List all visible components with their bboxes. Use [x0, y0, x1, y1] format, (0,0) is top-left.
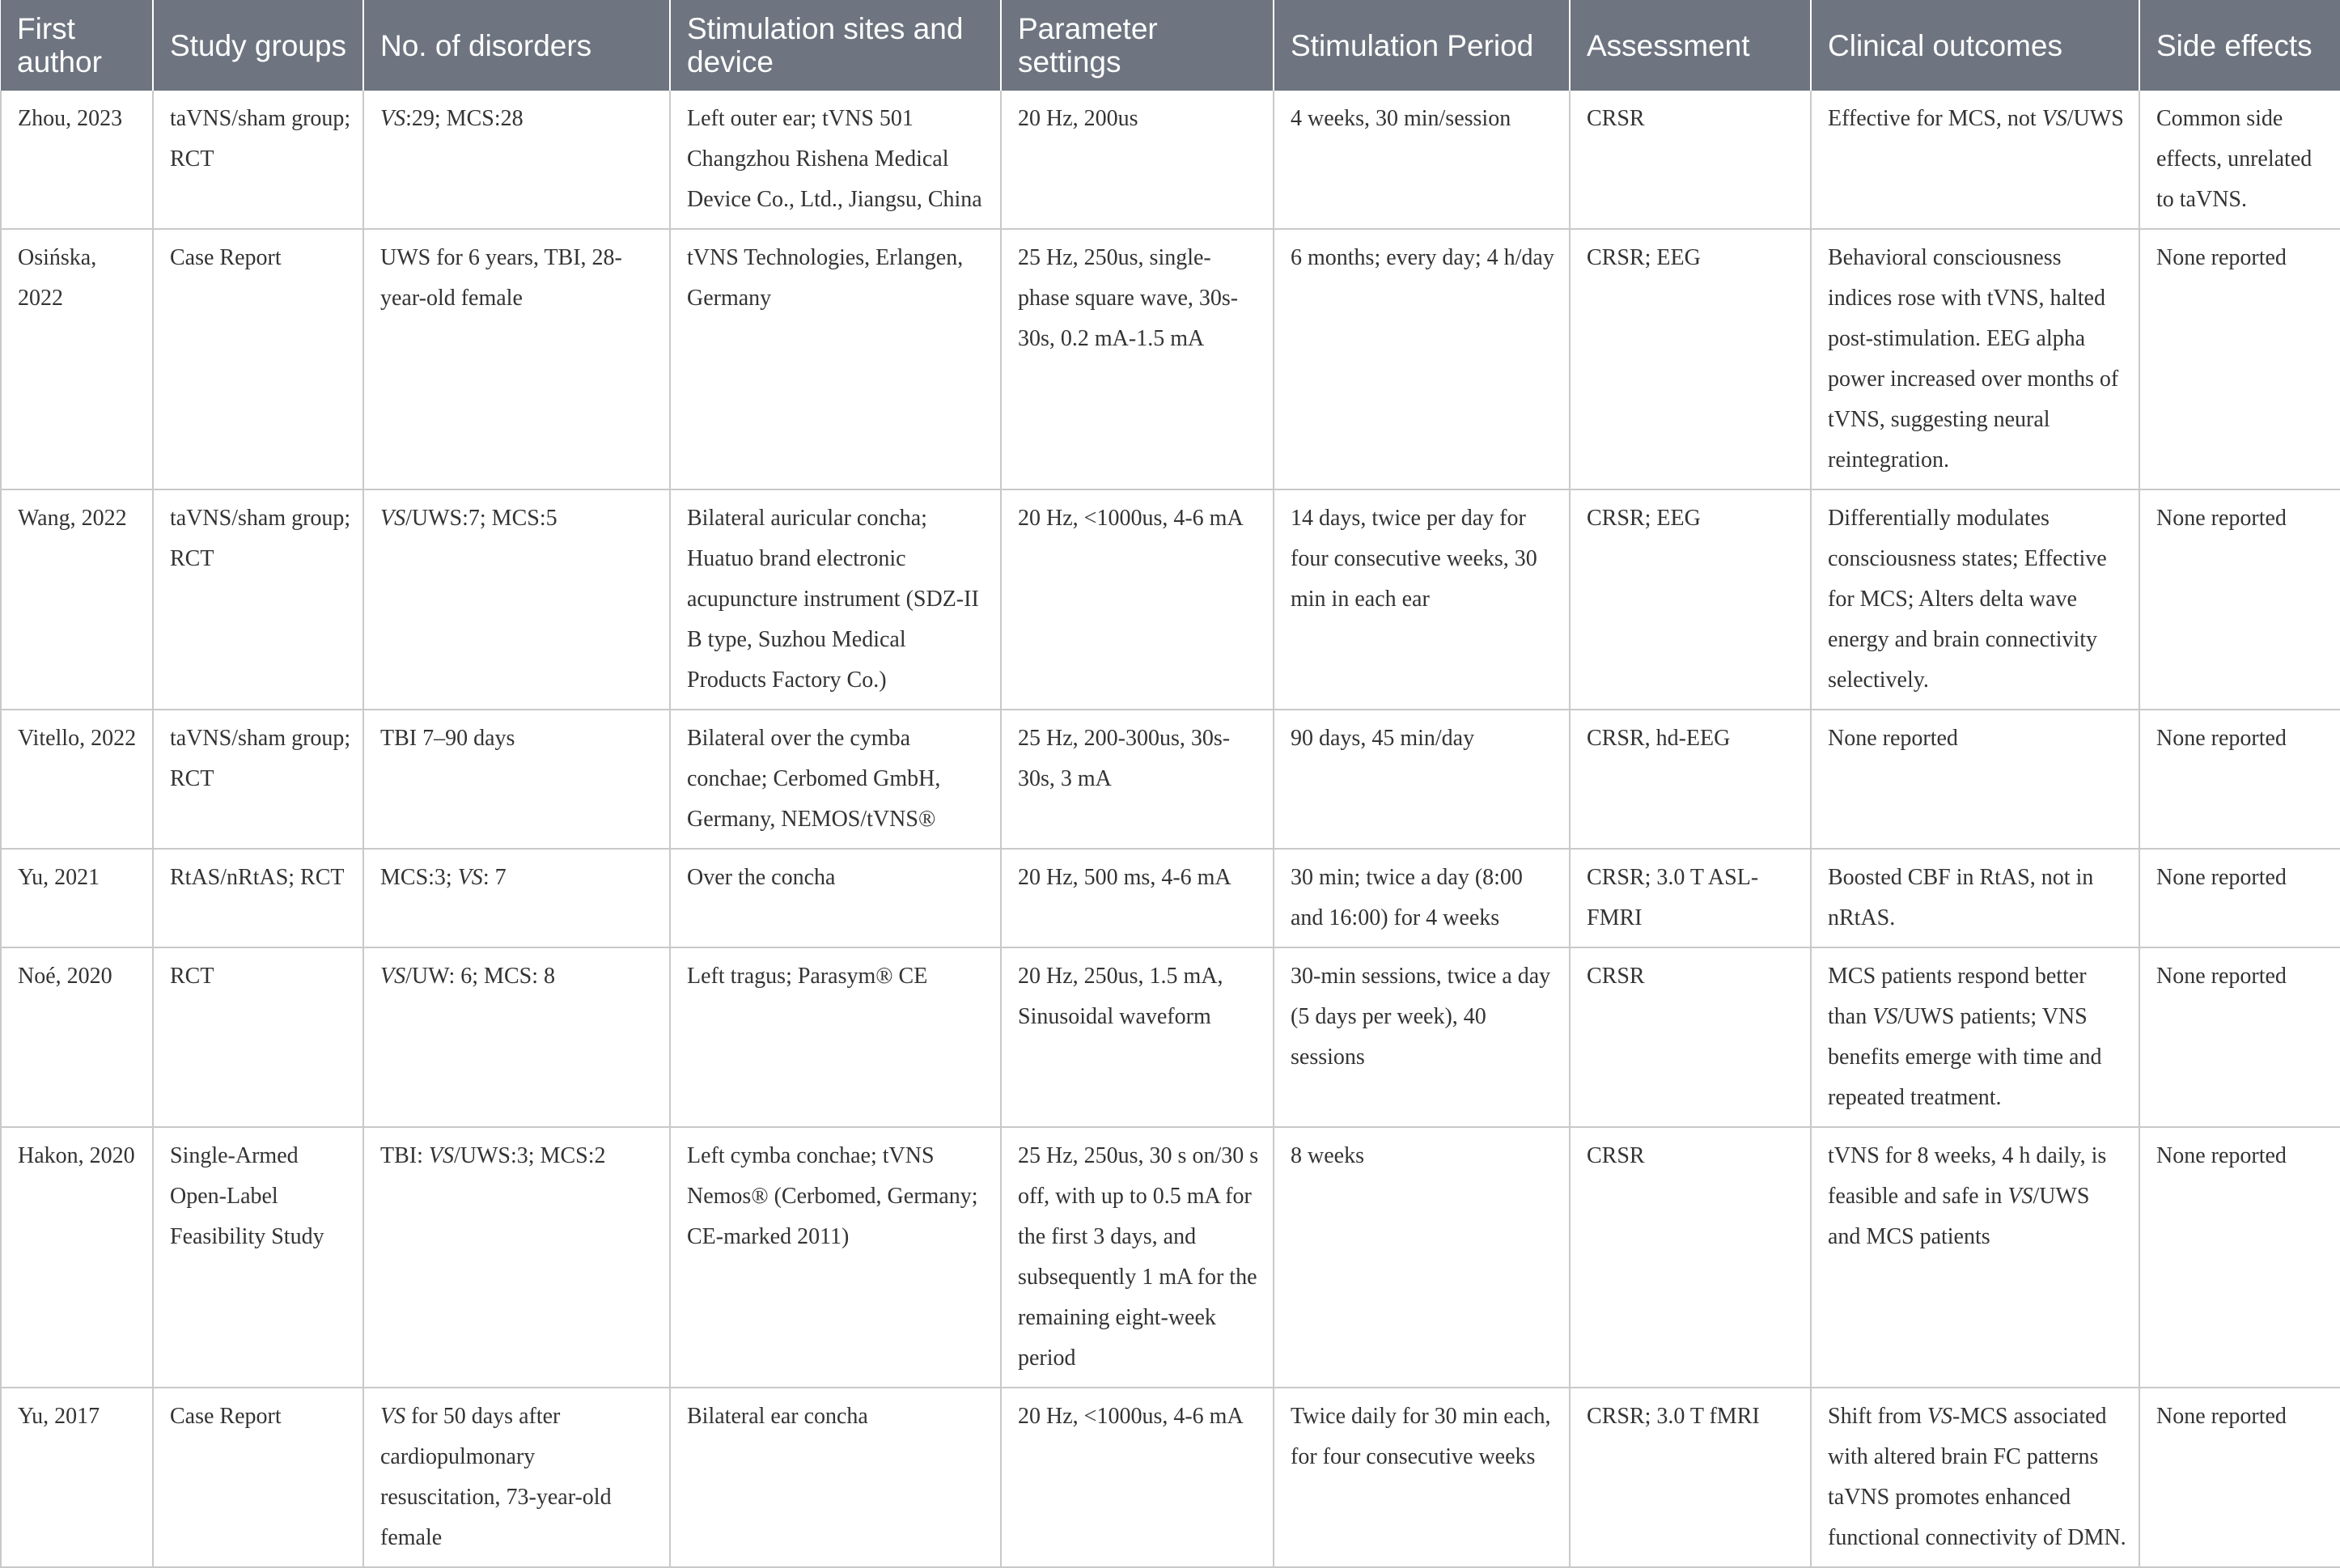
cell-stimulation-sites: Bilateral ear concha [670, 1388, 1001, 1567]
cell-no-of-disorders: VS/UWS:7; MCS:5 [363, 489, 670, 710]
cell-no-of-disorders: UWS for 6 years, TBI, 28-year-old female [363, 229, 670, 489]
cell-assessment: CRSR [1570, 1127, 1811, 1388]
cell-parameter-settings: 20 Hz, <1000us, 4-6 mA [1001, 1388, 1274, 1567]
cell-parameter-settings: 20 Hz, 200us [1001, 91, 1274, 229]
cell-assessment: CRSR; 3.0 T fMRI [1570, 1388, 1811, 1567]
cell-side-effects: None reported [2139, 489, 2340, 710]
cell-clinical-outcomes: Boosted CBF in RtAS, not in nRtAS. [1811, 849, 2139, 947]
cell-clinical-outcomes: MCS patients respond better than VS/UWS patients; VNS benefits emerge with time and repeated treatment. [1811, 947, 2139, 1127]
cell-study-groups: Case Report [153, 1388, 363, 1567]
cell-first-author: Yu, 2017 [1, 1388, 153, 1567]
cell-study-groups: Single-Armed Open-Label Feasibility Study [153, 1127, 363, 1388]
cell-assessment: CRSR [1570, 947, 1811, 1127]
header-no-of-disorders: No. of disorders [363, 0, 670, 91]
cell-study-groups: taVNS/sham group; RCT [153, 710, 363, 849]
header-study-groups: Study groups [153, 0, 363, 91]
header-stimulation-sites: Stimulation sites and device [670, 0, 1001, 91]
cell-stimulation-sites: Left outer ear; tVNS 501 Changzhou Rishena Medical Device Co., Ltd., Jiangsu, China [670, 91, 1001, 229]
header-stimulation-period: Stimulation Period [1274, 0, 1570, 91]
cell-stimulation-sites: Bilateral auricular concha; Huatuo brand electronic acupuncture instrument (SDZ-II B type, Suzhou Medical Products Factory Co.) [670, 489, 1001, 710]
cell-stimulation-sites: Left tragus; Parasym® CE [670, 947, 1001, 1127]
header-first-author: First author [17, 12, 102, 78]
cell-no-of-disorders: MCS:3; VS: 7 [363, 849, 670, 947]
cell-assessment: CRSR; EEG [1570, 489, 1811, 710]
cell-stimulation-period: 6 months; every day; 4 h/day [1274, 229, 1570, 489]
cell-no-of-disorders: TBI 7–90 days [363, 710, 670, 849]
table-row [1, 1127, 2340, 1388]
table-body [1, 91, 2340, 1567]
cell-no-of-disorders: VS for 50 days after cardiopulmonary resuscitation, 73-year-old female [363, 1388, 670, 1567]
cell-clinical-outcomes: Shift from VS-MCS associated with altered brain FC patterns taVNS promotes enhanced functional connectivity of DMN. [1811, 1388, 2139, 1567]
header-clinical-outcomes: Clinical outcomes [1811, 0, 2139, 91]
table-header [1, 0, 2340, 91]
header-side-effects: Side effects [2139, 0, 2340, 91]
cell-first-author: Zhou, 2023 [1, 91, 153, 229]
cell-clinical-outcomes: Behavioral consciousness indices rose with tVNS, halted post-stimulation. EEG alpha power increased over months of tVNS, suggesting neural reintegration. [1811, 229, 2139, 489]
cell-parameter-settings: 25 Hz, 250us, 30 s on/30 s off, with up to 0.5 mA for the first 3 days, and subsequently 1 mA for the remaining eight-week period [1001, 1127, 1274, 1388]
cell-side-effects: Common side effects, unrelated to taVNS. [2139, 91, 2340, 229]
table-row [1, 229, 2340, 489]
cell-assessment: CRSR; EEG [1570, 229, 1811, 489]
cell-clinical-outcomes: Effective for MCS, not VS/UWS [1811, 91, 2139, 229]
cell-first-author: Vitello, 2022 [1, 710, 153, 849]
header-row [1, 0, 2340, 91]
cell-clinical-outcomes: Differentially modulates consciousness states; Effective for MCS; Alters delta wave energy and brain connectivity selectively. [1811, 489, 2139, 710]
cell-stimulation-sites: Bilateral over the cymba conchae; Cerbomed GmbH, Germany, NEMOS/tVNS® [670, 710, 1001, 849]
cell-side-effects: None reported [2139, 229, 2340, 489]
cell-side-effects: None reported [2139, 1388, 2340, 1567]
cell-study-groups: RCT [153, 947, 363, 1127]
cell-parameter-settings: 25 Hz, 200-300us, 30s-30s, 3 mA [1001, 710, 1274, 849]
table-row [1, 1388, 2340, 1567]
cell-stimulation-period: 4 weeks, 30 min/session [1274, 91, 1570, 229]
cell-first-author: Yu, 2021 [1, 849, 153, 947]
cell-first-author: Hakon, 2020 [1, 1127, 153, 1388]
cell-no-of-disorders: TBI: VS/UWS:3; MCS:2 [363, 1127, 670, 1388]
cell-assessment: CRSR; 3.0 T ASL-FMRI [1570, 849, 1811, 947]
cell-study-groups: taVNS/sham group; RCT [153, 489, 363, 710]
cell-assessment: CRSR [1570, 91, 1811, 229]
cell-no-of-disorders: VS:29; MCS:28 [363, 91, 670, 229]
cell-side-effects: None reported [2139, 1127, 2340, 1388]
cell-side-effects: None reported [2139, 710, 2340, 849]
cell-stimulation-sites: Over the concha [670, 849, 1001, 947]
cell-stimulation-period: 30-min sessions, twice a day (5 days per week), 40 sessions [1274, 947, 1570, 1127]
cell-clinical-outcomes: None reported [1811, 710, 2139, 849]
table-row [1, 849, 2340, 947]
cell-stimulation-period: Twice daily for 30 min each, for four consecutive weeks [1274, 1388, 1570, 1567]
cell-first-author: Osińska, 2022 [1, 229, 153, 489]
header-assessment: Assessment [1570, 0, 1811, 91]
cell-study-groups: Case Report [153, 229, 363, 489]
cell-no-of-disorders: VS/UW: 6; MCS: 8 [363, 947, 670, 1127]
cell-stimulation-period: 30 min; twice a day (8:00 and 16:00) for 4 weeks [1274, 849, 1570, 947]
cell-stimulation-period: 90 days, 45 min/day [1274, 710, 1570, 849]
table-row [1, 91, 2340, 229]
cell-stimulation-period: 14 days, twice per day for four consecutive weeks, 30 min in each ear [1274, 489, 1570, 710]
cell-stimulation-sites: Left cymba conchae; tVNS Nemos® (Cerbomed, Germany; CE-marked 2011) [670, 1127, 1001, 1388]
cell-assessment: CRSR, hd-EEG [1570, 710, 1811, 849]
cell-stimulation-period: 8 weeks [1274, 1127, 1570, 1388]
cell-study-groups: taVNS/sham group; RCT [153, 91, 363, 229]
table-row [1, 489, 2340, 710]
header-parameter-settings: Parameter settings [1001, 0, 1274, 91]
cell-study-groups: RtAS/nRtAS; RCT [153, 849, 363, 947]
cell-stimulation-sites: tVNS Technologies, Erlangen, Germany [670, 229, 1001, 489]
table-row [1, 947, 2340, 1127]
cell-side-effects: None reported [2139, 947, 2340, 1127]
cell-clinical-outcomes: tVNS for 8 weeks, 4 h daily, is feasible and safe in VS/UWS and MCS patients [1811, 1127, 2139, 1388]
cell-first-author: Noé, 2020 [1, 947, 153, 1127]
cell-parameter-settings: 20 Hz, 250us, 1.5 mA, Sinusoidal waveform [1001, 947, 1274, 1127]
table-row [1, 710, 2340, 849]
cell-first-author: Wang, 2022 [1, 489, 153, 710]
cell-parameter-settings: 20 Hz, <1000us, 4-6 mA [1001, 489, 1274, 710]
cell-parameter-settings: 25 Hz, 250us, single-phase square wave, 30s-30s, 0.2 mA-1.5 mA [1001, 229, 1274, 489]
cell-parameter-settings: 20 Hz, 500 ms, 4-6 mA [1001, 849, 1274, 947]
cell-side-effects: None reported [2139, 849, 2340, 947]
